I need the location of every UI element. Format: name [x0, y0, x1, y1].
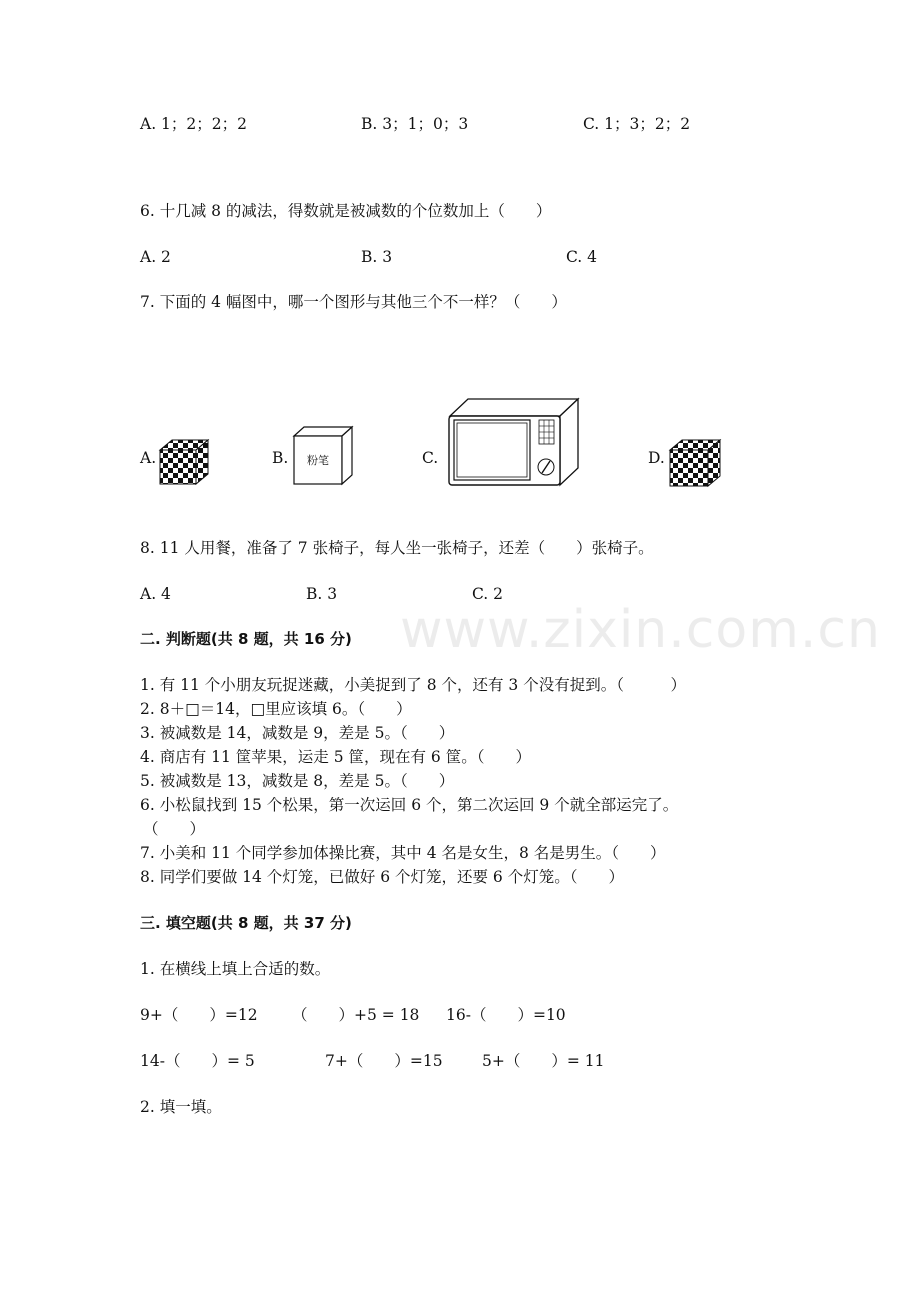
- q6-option-b: B. 3: [361, 248, 393, 266]
- q5-option-b: B. 3；1；0；3: [361, 115, 469, 133]
- fill-blank-2: （ ）+5 = 18: [292, 1006, 420, 1024]
- section3-title: 三. 填空题(共 8 题，共 37 分): [140, 914, 352, 932]
- fill-blank-5: 7+（ ）=15: [325, 1052, 443, 1070]
- q7-question: 7. 下面的 4 幅图中，哪一个图形与其他三个不一样？（ ）: [140, 293, 567, 311]
- watermark: www.zixin.com.cn: [400, 600, 881, 660]
- microwave-icon: [446, 396, 582, 488]
- q6-option-a: A. 2: [140, 248, 171, 266]
- fill-blank-6: 5+（ ）= 11: [482, 1052, 605, 1070]
- chalk-box-icon: [292, 426, 354, 486]
- section2-item-6-blank: （ ）: [143, 820, 206, 838]
- q6-option-c: C. 4: [566, 248, 598, 266]
- section2-item-4: 4. 商店有 11 筐苹果，运走 5 筐，现在有 6 筐。（ ）: [140, 748, 531, 766]
- q7-label-d: D.: [648, 449, 665, 467]
- checkered-cube-a-icon: [158, 438, 210, 486]
- section2-item-5: 5. 被减数是 13，减数是 8，差是 5。（ ）: [140, 772, 455, 790]
- section3-q2: 2. 填一填。: [140, 1098, 222, 1116]
- q8-question: 8. 11 人用餐，准备了 7 张椅子，每人坐一张椅子，还差（ ）张椅子。: [140, 539, 654, 557]
- section2-title: 二. 判断题(共 8 题，共 16 分): [140, 630, 352, 648]
- section3-q1: 1. 在横线上填上合适的数。: [140, 960, 331, 978]
- fill-blank-3: 16-（ ）=10: [446, 1006, 566, 1024]
- q6-question: 6. 十几减 8 的减法，得数就是被减数的个位数加上（ ）: [140, 202, 552, 220]
- section2-item-1: 1. 有 11 个小朋友玩捉迷藏，小美捉到了 8 个，还有 3 个没有捉到。（ ）: [140, 676, 686, 694]
- section2-item-2: 2. 8＋□＝14，□里应该填 6。（ ）: [140, 700, 412, 718]
- fill-blank-4: 14-（ ）= 5: [140, 1052, 255, 1070]
- q8-option-b: B. 3: [306, 585, 338, 603]
- section2-item-7: 7. 小美和 11 个同学参加体操比赛，其中 4 名是女生，8 名是男生。（ ）: [140, 844, 666, 862]
- checkered-cube-d-icon: [668, 438, 722, 488]
- q7-label-b: B.: [272, 449, 289, 467]
- section2-item-6: 6. 小松鼠找到 15 个松果，第一次运回 6 个，第二次运回 9 个就全部运完了。: [140, 796, 679, 814]
- chalk-box-label: 粉笔: [307, 454, 329, 467]
- q7-label-a: A.: [140, 449, 157, 467]
- section2-item-3: 3. 被减数是 14，减数是 9，差是 5。（ ）: [140, 724, 455, 742]
- q5-option-a: A. 1；2；2；2: [140, 115, 247, 133]
- section2-item-8: 8. 同学们要做 14 个灯笼，已做好 6 个灯笼，还要 6 个灯笼。（ ）: [140, 868, 624, 886]
- q5-option-c: C. 1；3；2；2: [583, 115, 691, 133]
- q8-option-c: C. 2: [472, 585, 504, 603]
- fill-blank-1: 9+（ ）=12: [140, 1006, 258, 1024]
- q7-label-c: C.: [422, 449, 439, 467]
- q8-option-a: A. 4: [140, 585, 171, 603]
